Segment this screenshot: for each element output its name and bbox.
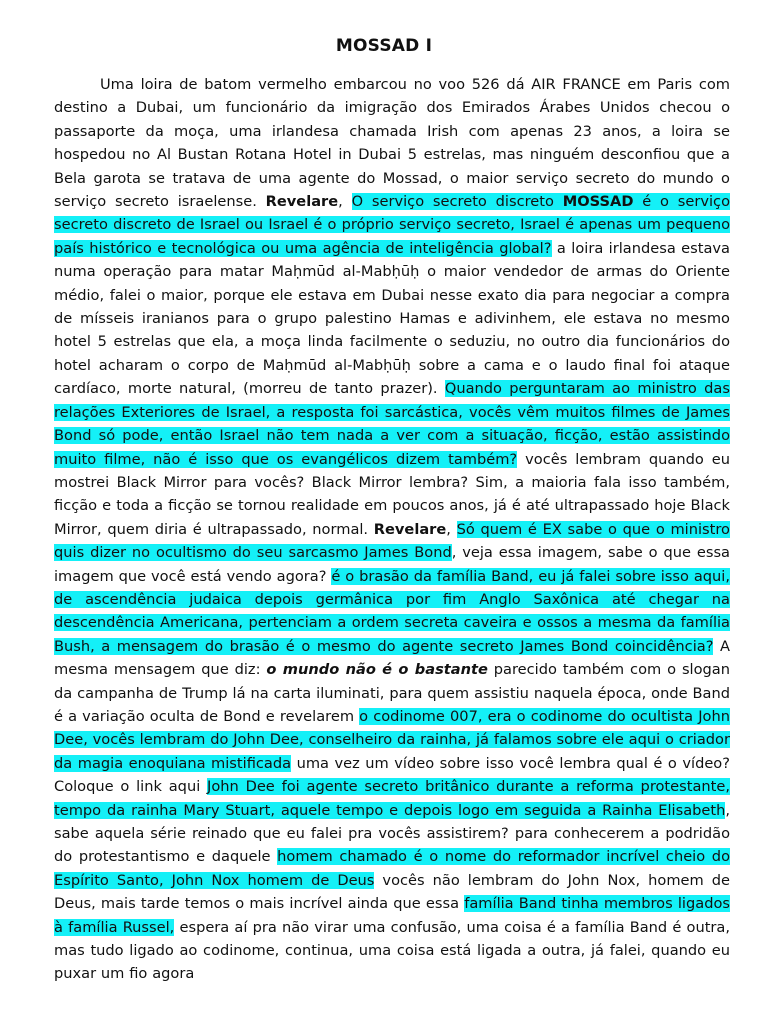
highlighted-text-run: família Band tinha membros ligados à família Russel, xyxy=(54,895,730,936)
bold-text-run: Revelare xyxy=(373,520,447,538)
body-text-run: , xyxy=(446,520,457,538)
body-text-run: , veja essa imagem, sabe o que essa imagem que você está vendo agora? xyxy=(54,544,730,585)
highlighted-text-run: Quando perguntaram ao ministro das relações Exteriores de Israel, a resposta foi sarcástica, vocês vêm muitos filmes de James Bond só pode, então Israel não tem nada a ver com a situação, ficção, estão assistindo muito filme, não é isso que os evangélicos dizem também? xyxy=(54,380,730,468)
highlighted-bold-text-run: MOSSAD xyxy=(562,193,634,211)
highlighted-text-run: é o brasão da família Band, eu já falei sobre isso aqui, de ascendência judaica depois germânica por fim Anglo Saxônica até chegar na descendência Americana, pertenciam a ordem secreta caveira e ossos a mesma da família Bush, a mensagem do brasão é o mesmo do agente secreto James Bond coincidência? xyxy=(54,567,730,655)
highlighted-text-run: homem chamado é o nome do reformador incrível cheio do Espírito Santo, John Nox homem de Deus xyxy=(54,848,730,889)
highlighted-text-run: John Dee foi agente secreto britânico durante a reforma protestante, tempo da rainha Mary Stuart, aquele tempo e depois logo em seguida a Rainha Elisabeth xyxy=(54,778,730,819)
highlighted-text-run: o codinome 007, era o codinome do ocultista John Dee, vocês lembram do John Dee, conselheiro da rainha, já falamos sobre ele aqui o criador da magia enoquiana mistificada xyxy=(54,707,730,772)
document-body xyxy=(54,73,730,986)
highlighted-text-run: Só quem é EX sabe o que o ministro quis dizer no ocultismo do seu sarcasmo James Bond xyxy=(54,520,730,562)
body-text-run: uma vez um vídeo sobre isso você lembra qual é o vídeo? Coloque o link aqui xyxy=(54,754,730,796)
body-text-run: a loira irlandesa estava numa operação para matar Maḥmūd al-Mabḥūḥ o maior vendedor de armas do Oriente médio, falei o maior, porque ele estava em Dubai nesse exato dia para negociar a compra de mísseis iranianos para o grupo palestino Hamas e adivinhem, ele estava no mesmo hotel 5 estrelas que ela, a moça linda facilmente o seduziu, no outro dia funcionários do hotel acharam o corpo de Maḥmūd al-Mabḥūḥ sobre a cama e o laudo final foi ataque cardíaco, morte natural, (morreu de tanto prazer). xyxy=(54,239,731,398)
body-text-run: Uma loira de batom vermelho embarcou no voo 526 dá AIR FRANCE em Paris com destino a Dubai, um funcionário da imigração dos Emirados Árabes Unidos checou o passaporte da moça, uma irlandesa chamada Irish com apenas 23 anos, a loira se hospedou no Al Bustan Rotana Hotel in Dubai 5 estrelas, mas ninguém desconfiou que a Bela garota se tratava de uma agente do Mossad, o maior serviço secreto do mundo o serviço secreto israelense. xyxy=(54,76,730,211)
body-text-run: vocês não lembram do John Nox, homem de Deus, mais tarde temos o mais incrível ainda que essa xyxy=(54,871,730,913)
highlighted-text-run: O serviço secreto discreto xyxy=(351,193,563,211)
body-text-run: parecido também com o slogan da campanha de Trump lá na carta iluminati, para quem assistiu naquela época, onde Band é a variação oculta de Bond e revelarem xyxy=(54,661,730,725)
highlighted-text-run: é o serviço secreto discreto de Israel ou Israel é o próprio serviço secreto, Israel é apenas um pequeno país histórico e tecnológica ou uma agência de inteligência global? xyxy=(54,193,730,257)
document-title: MOSSAD I xyxy=(335,36,433,56)
body-text-run: , sabe aquela série reinado que eu falei pra vocês assistirem? para conhecerem a podridão do protestantismo e daquele xyxy=(54,801,730,866)
bold-text-run: Revelare xyxy=(265,193,339,211)
body-text-run: A mesma mensagem que diz: xyxy=(54,637,730,679)
body-text-run: vocês lembram quando eu mostrei Black Mirror para vocês? Black Mirror lembra? Sim, a maioria fala isso também, ficção e toda a ficção se tornou realidade em poucos anos, já é até ultrapassado hoje Black Mirror, quem diria é ultrapassado, normal. xyxy=(54,450,730,538)
bold-italic-text-run: o mundo não é o bastante xyxy=(266,661,488,679)
body-text-run: , xyxy=(338,193,352,211)
body-text-run: espera aí pra não virar uma confusão, uma coisa é a família Band é outra, mas tudo ligado ao codinome, continua, uma coisa está ligada a outra, já falei, quando eu puxar um fio agora xyxy=(54,918,730,983)
